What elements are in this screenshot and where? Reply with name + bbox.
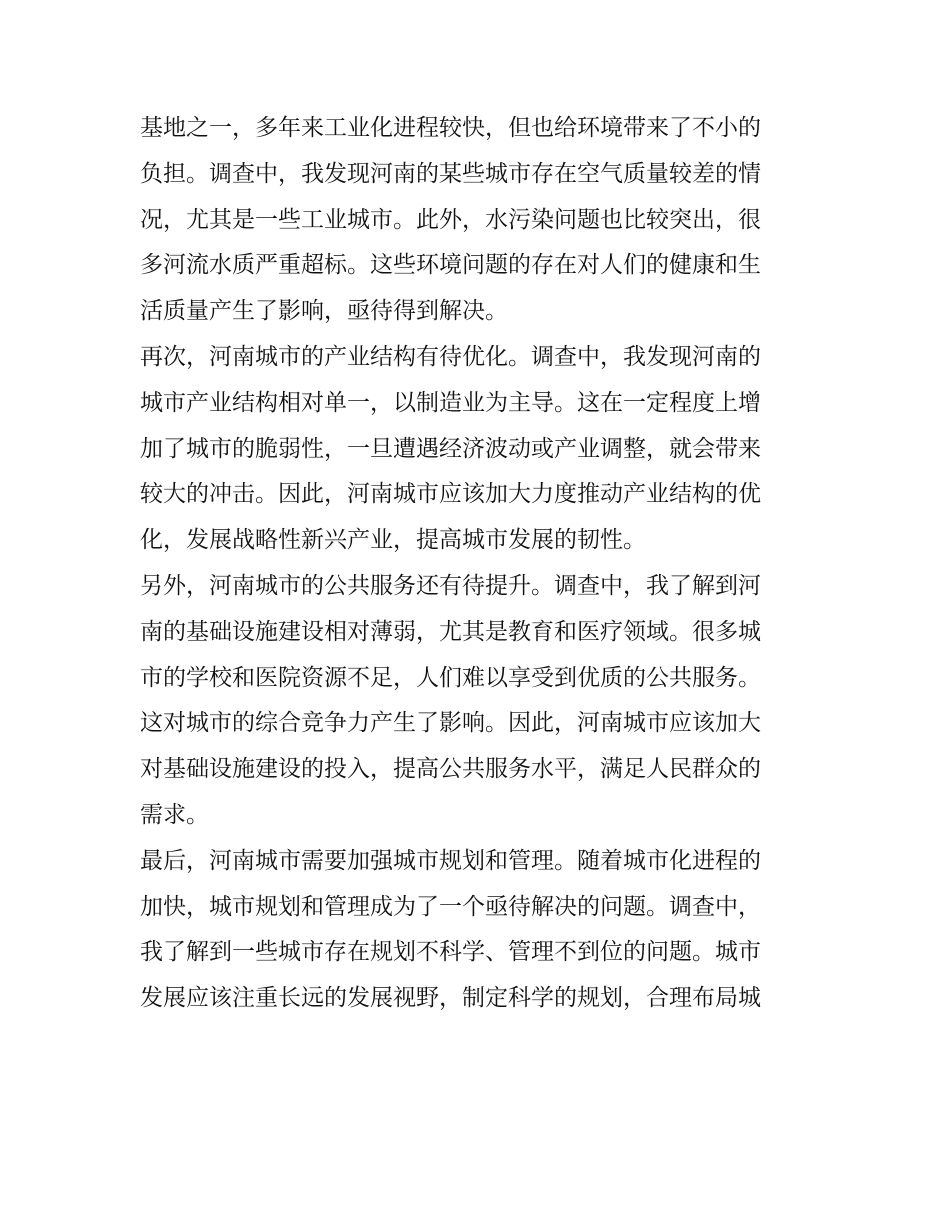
text-line-18: 加快，城市规划和管理成为了一个亟待解决的问题。调查中， <box>140 893 761 920</box>
text-line-15: 对基础设施建设的投入，提高公共服务水平，满足人民群众的 <box>140 756 761 783</box>
document-body <box>140 106 820 1022</box>
text-line-4: 多河流水质严重超标。这些环境问题的存在对人们的健康和生 <box>140 252 761 279</box>
text-line-16: 需求。 <box>140 801 209 828</box>
text-line-13: 市的学校和医院资源不足，人们难以享受到优质的公共服务。 <box>140 664 761 691</box>
text-line-20: 发展应该注重长远的发展视野，制定科学的规划，合理布局城 <box>140 985 761 1012</box>
text-line-8: 加了城市的脆弱性，一旦遭遇经济波动或产业调整，就会带来 <box>140 435 761 462</box>
text-line-7: 城市产业结构相对单一，以制造业为主导。这在一定程度上增 <box>140 389 761 416</box>
text-line-12: 南的基础设施建设相对薄弱，尤其是教育和医疗领域。很多城 <box>140 618 761 645</box>
text-line-2: 负担。调查中，我发现河南的某些城市存在空气质量较差的情 <box>140 160 761 187</box>
text-line-3: 况，尤其是一些工业城市。此外，水污染问题也比较突出，很 <box>140 206 761 233</box>
text-line-11: 另外，河南城市的公共服务还有待提升。调查中，我了解到河 <box>140 572 761 599</box>
text-line-10: 化，发展战略性新兴产业，提高城市发展的韧性。 <box>140 527 646 554</box>
text-line-6: 再次，河南城市的产业结构有待优化。调查中，我发现河南的 <box>140 343 761 370</box>
text-line-5: 活质量产生了影响，亟待得到解决。 <box>140 298 508 325</box>
text-line-19: 我了解到一些城市存在规划不科学、管理不到位的问题。城市 <box>140 939 761 966</box>
text-line-9: 较大的冲击。因此，河南城市应该加大力度推动产业结构的优 <box>140 481 761 508</box>
text-line-1: 基地之一，多年来工业化进程较快，但也给环境带来了不小的 <box>140 115 761 141</box>
text-line-17: 最后，河南城市需要加强城市规划和管理。随着城市化进程的 <box>140 847 761 874</box>
text-line-14: 这对城市的综合竞争力产生了影响。因此，河南城市应该加大 <box>140 710 761 737</box>
